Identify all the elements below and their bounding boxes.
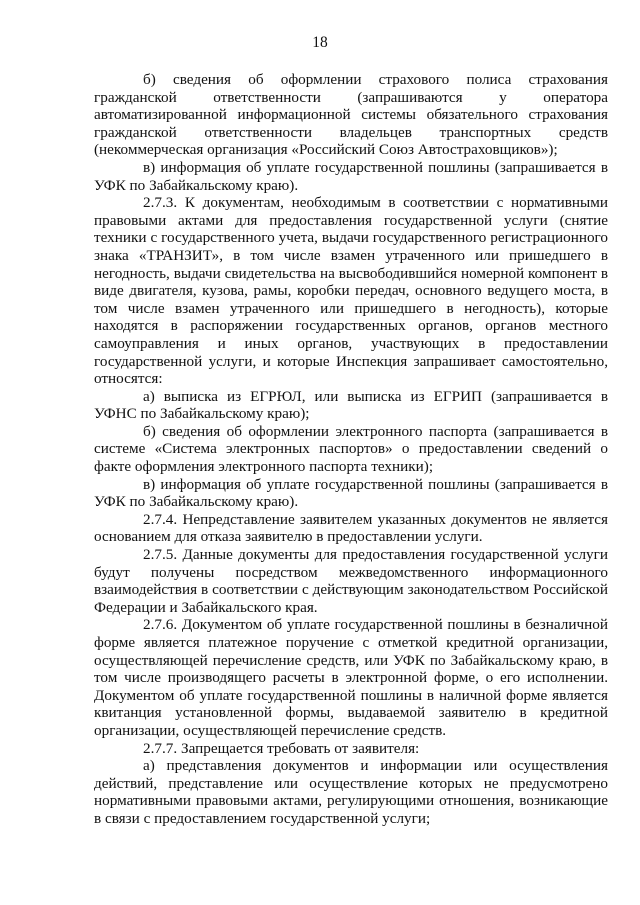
document-body bbox=[94, 71, 608, 828]
paragraph-2-7-5: 2.7.5. Данные документы для предоставления государственной услуги будут получены посредством межведомственного информационного взаимодействия в соответствии с действующим законодательством Российской Федерации и Забайкальского края. bbox=[94, 546, 608, 616]
paragraph-predstavleniya: а) представления документов и информации или осуществления действий, представление или осуществление которых не предусмотрено нормативными правовыми актами, регулирующими отношения, возникающие в связи с предоставлением государственной услуги; bbox=[94, 757, 608, 827]
paragraph-elektronny-pasport: б) сведения об оформлении электронного паспорта (запрашивается в системе «Система электронных паспортов» о предоставлении сведений о факте оформления электронного паспорта техники); bbox=[94, 422, 608, 476]
paragraph-gosposhlina-2: в) информация об уплате государственной пошлины (запрашивается в УФК по Забайкальскому краю). bbox=[94, 475, 608, 511]
paragraph-2-7-3: 2.7.3. К документам, необходимым в соответствии с нормативными правовыми актами для предоставления государственной услуги (снятие техники с государственного учета, выдачи государственного регистрационного знака «ТРАНЗИТ», в том числе взамен утраченного или пришедшего в негодность, выдачи свидетельства на высвободившийся номерной компонент в виде двигателя, кузова, рамы, коробки передач, основного ведущего моста, в том числе взамен утраченного или пришедшего в негодность), которые находятся в распоряжении государственных органов, органов местного самоуправления и иных органов, участвующих в предоставлении государственной услуги, и которые Инспекция запрашивает самостоятельно, относятся: bbox=[94, 194, 608, 388]
paragraph-2-7-4: 2.7.4. Непредставление заявителем указанных документов не является основанием для отказа заявителю в предоставлении услуги. bbox=[94, 510, 608, 546]
paragraph-2-7-7: 2.7.7. Запрещается требовать от заявителя: bbox=[143, 739, 420, 757]
paragraph-2-7-6: 2.7.6. Документом об уплате государственной пошлины в безналичной форме является платежное поручение с отметкой кредитной организации, осуществляющей перечисление средств, или УФК по Забайкальскому краю, в том числе производящего расчеты в электронной форме, о его исполнении. Документом об уплате государственной пошлины в наличной форме является квитанция установленной формы, выдаваемой заявителю в кредитной организации, осуществляющей перечисление средств. bbox=[94, 616, 608, 739]
paragraph-gosposhlina-1: в) информация об уплате государственной пошлины (запрашивается в УФК по Забайкальскому краю). bbox=[94, 158, 608, 194]
paragraph-sved-polis: б) сведения об оформлении страхового полиса страхования гражданской ответственности (запрашиваются у оператора автоматизированной информационной системы обязательного страхования гражданской ответственности владельцев транспортных средств (некоммерческая организация «Российский Союз Автостраховщиков»); bbox=[94, 71, 608, 159]
page-number: 18 bbox=[312, 34, 328, 51]
paragraph-vypiska-egrul: а) выписка из ЕГРЮЛ, или выписка из ЕГРИП (запрашивается в УФНС по Забайкальскому краю); bbox=[94, 387, 608, 423]
